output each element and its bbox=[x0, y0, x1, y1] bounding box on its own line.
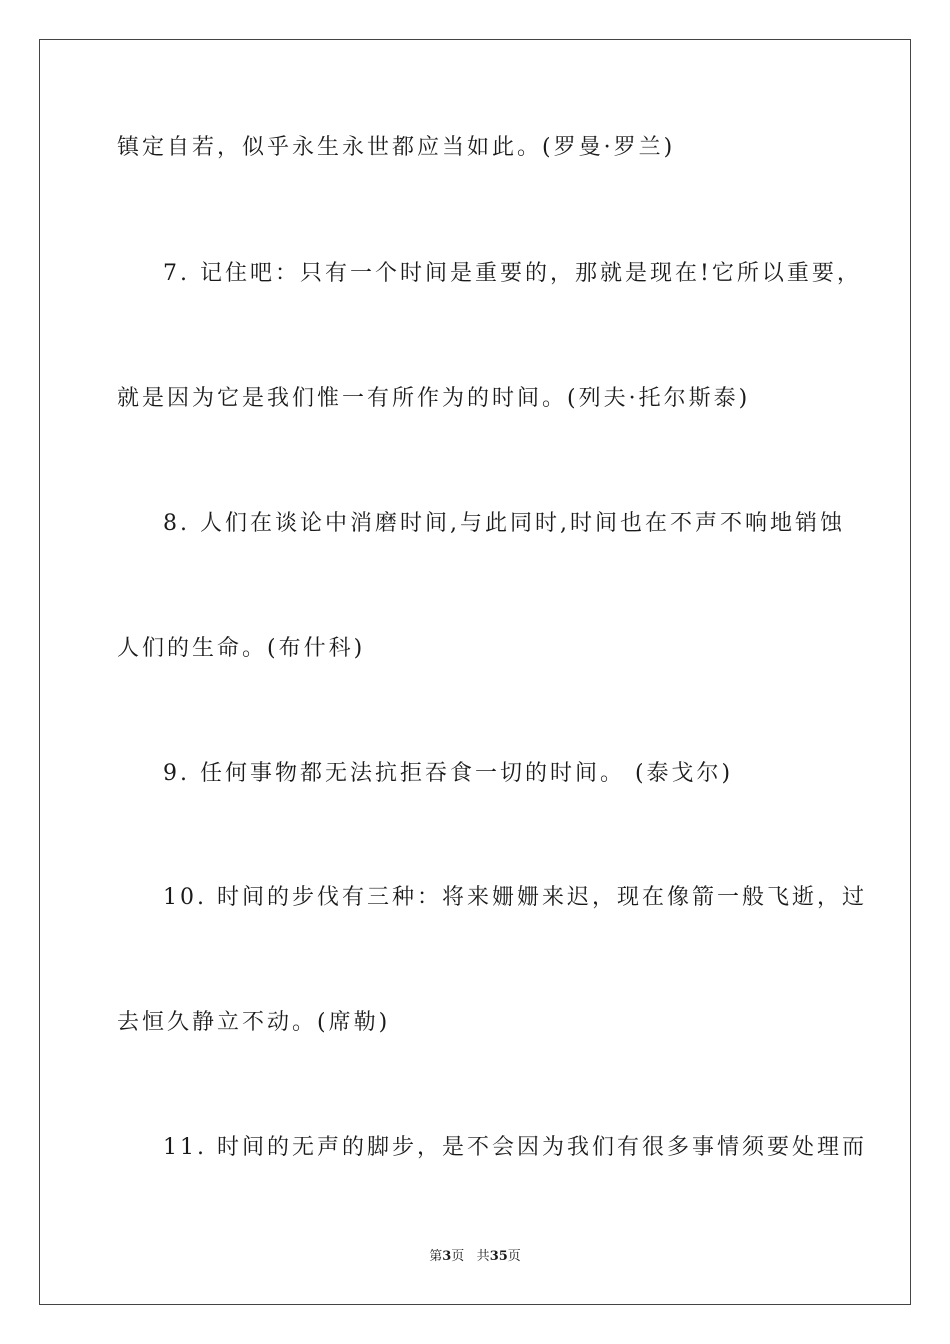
page-total: 35 bbox=[489, 1249, 508, 1264]
text-line: 7. 记住吧：只有一个时间是重要的，那就是现在!它所以重要， bbox=[163, 261, 862, 286]
page-frame bbox=[39, 39, 911, 1305]
text-line: 镇定自若，似乎永生永世都应当如此。(罗曼·罗兰) bbox=[117, 135, 676, 160]
total-suffix: 页 bbox=[507, 1249, 521, 1264]
text-line: 10. 时间的步伐有三种：将来姗姗来迟，现在像箭一般飞逝，过 bbox=[163, 885, 867, 910]
total-prefix: 共 bbox=[476, 1249, 490, 1264]
text-line: 8. 人们在谈论中消磨时间,与此同时,时间也在不声不响地销蚀 bbox=[163, 511, 845, 536]
text-line: 9. 任何事物都无法抗拒吞食一切的时间。 (泰戈尔) bbox=[163, 761, 734, 786]
text-line: 11. 时间的无声的脚步，是不会因为我们有很多事情须要处理而 bbox=[163, 1135, 867, 1160]
page-suffix: 页 bbox=[451, 1249, 465, 1264]
page-footer bbox=[0, 1247, 950, 1267]
text-line: 去恒久静立不动。(席勒) bbox=[117, 1010, 391, 1035]
text-line: 就是因为它是我们惟一有所作为的时间。(列夫·托尔斯泰) bbox=[117, 386, 751, 411]
page-prefix: 第 bbox=[429, 1249, 443, 1264]
text-line: 人们的生命。(布什科) bbox=[117, 636, 366, 661]
page-current: 3 bbox=[442, 1249, 452, 1264]
